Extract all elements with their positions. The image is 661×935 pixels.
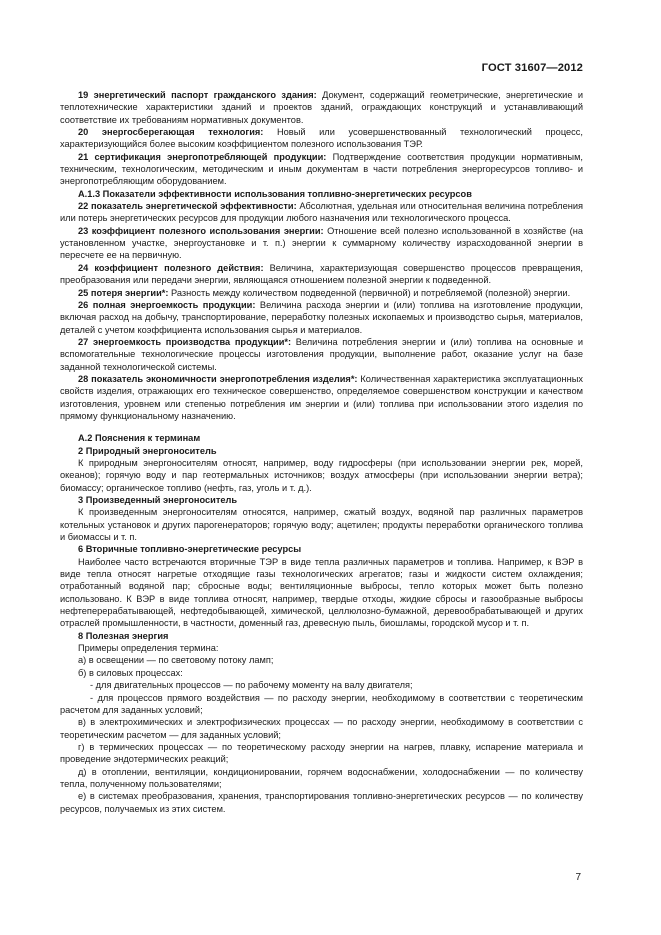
paragraph: [60, 642, 583, 654]
paragraph-text: в) в электрохимических и электрофизических процессах — по расходу энергии, необходимому в соответствии с теоретическим расчетом — для заданных условий;: [60, 717, 583, 740]
paragraph: [60, 667, 583, 679]
paragraph: [60, 630, 583, 642]
paragraph: [60, 89, 583, 126]
paragraph-text: - для процессов прямого воздействия — по расходу энергии, необходимому в соответствии с теоретическим расчетом для заданных условий;: [60, 692, 583, 715]
paragraph-text: Новый или усовершенствованный технологический процесс, характеризующийся более высоким коэффициентом полезного использования ТЭР.: [60, 127, 583, 150]
term-heading: 20 энергосберегающая технология:: [78, 127, 264, 138]
paragraph: [60, 336, 583, 373]
paragraph: [60, 262, 583, 287]
term-heading: 6 Вторичные топливно-энергетические ресурсы: [78, 544, 302, 555]
term-heading: 2 Природный энергоноситель: [78, 445, 217, 456]
paragraph-text: б) в силовых процессах:: [78, 667, 183, 678]
term-heading: 28 показатель экономичности энергопотребления изделия*:: [78, 373, 358, 384]
paragraph: [60, 151, 583, 188]
paragraph-text: Разность между количеством подведенной (первичной) и потребляемой (полезной) энергии.: [168, 287, 571, 298]
paragraph-text: Количественная характеристика эксплуатационных свойств изделия, отражающих его техническое совершенство, определяемое совершенством конструкции и качеством изготовления, уровнем или степенью потребления им энергии и (или) топлива при использовании этого изделия по прямому функциональному назначению.: [60, 373, 583, 421]
paragraph-text: Величина потребления энергии и (или) топлива на основные и вспомогательные технологические процессы изготовления продукции, выполнение работ, оказание услуг на базе заданной технологической системы.: [60, 336, 584, 372]
paragraph-text: Отношение всей полезно использованной в хозяйстве (на установленном участке, энергоустановке и т. п.) энергии к суммарному количеству израсходованной энергии в пересчете ее на первичную.: [60, 225, 584, 261]
paragraph: [60, 126, 583, 151]
paragraph-text: Величина, характеризующая совершенство процессов превращения, преобразования или передачи энергии, являющаяся отношением полезной энергии к подведенной.: [60, 262, 583, 286]
term-heading: 8 Полезная энергия: [78, 630, 169, 641]
paragraph: [60, 299, 583, 336]
paragraph: [60, 543, 583, 555]
paragraph-text: а) в освещении — по световому потоку ламп;: [78, 655, 274, 666]
term-heading: 23 коэффициент полезного использования энергии:: [78, 225, 324, 236]
document-body: [60, 89, 583, 815]
paragraph-text: К природным энергоносителям относят, например, воду гидросферы (при использовании энергии рек, морей, океанов); горячую воду и пар геотермальных источников; воздух атмосферы (при использовании энергии ветра); биомассу; органическое топливо (нефть, газ, уголь и т. д.).: [60, 457, 583, 493]
paragraph: [60, 790, 583, 815]
paragraph: [60, 432, 583, 444]
term-heading: 26 полная энергоемкость продукции:: [78, 299, 256, 310]
paragraph-text: К произведенным энергоносителям относятся, например, сжатый воздух, водяной пар различных параметров котельных установок и других парогенераторов; горячую воду; ацетилен; продукты переработки органического топлива и биомассы и т. п.: [60, 507, 583, 543]
paragraph: [60, 506, 583, 543]
paragraph-text: Подтверждение соответствия продукции нормативным, техническим, технологическим, методическим и иным документам в части потребления энергоресурсов топливо- и энергопотребляющим оборудованием.: [60, 151, 583, 187]
paragraph: [60, 225, 583, 262]
paragraph: [60, 494, 583, 506]
term-heading: 22 показатель энергетической эффективности:: [78, 201, 297, 212]
term-heading: 27 энергоемкость производства продукции*:: [78, 336, 292, 347]
paragraph-text: е) в системах преобразования, хранения, транспортирования топливно-энергетических ресурсов — по количеству ресурсов, получаемых из этих систем.: [60, 791, 583, 814]
paragraph-text: г) в термических процессах — по теоретическому расходу энергии на нагрев, плавку, испарение материала и проведение эндотермических реакций;: [60, 741, 583, 765]
paragraph: [60, 654, 583, 666]
term-heading: 3 Произведенный энергоноситель: [78, 495, 238, 505]
paragraph: [60, 692, 583, 717]
term-heading: 24 коэффициент полезного действия:: [78, 262, 264, 273]
paragraph: [60, 188, 583, 200]
paragraph: [60, 741, 583, 766]
paragraph: [60, 679, 583, 691]
term-heading: А.2 Пояснения к терминам: [78, 433, 201, 444]
paragraph: [60, 556, 583, 630]
term-heading: 19 энергетический паспорт гражданского здания:: [78, 90, 317, 100]
page-number: 7: [575, 872, 581, 883]
paragraph-text: Наиболее часто встречаются вторичные ТЭР в виде тепла различных параметров и топлива. Например, к ВЭР в виде тепла относят нагретые отходящие газы технологических агрегатов; газы и жидкости систем охлаждения; отработанный водяной пар; сбросные воды; вентиляционные выбросы, тепло которых может быть полезно использовано. К ВЭР в виде топлива относят, например, твердые отходы, жидкие сбросы и газообразные выбросы нефтеперерабатывающей, нефтедобывающей, химической, целлюлозно-бумажной, деревообрабатывающей и других отраслей промышленности, в частности, доменный газ, древесную пыль, биошламы, городской мусор и т. п.: [60, 556, 583, 629]
term-heading: 21 сертификация энергопотребляющей продукции:: [78, 151, 327, 162]
paragraph-text: Абсолютная, удельная или относительная величина потребления или потерь энергетических ресурсов для продукции любого назначения или технологического процесса.: [60, 201, 583, 224]
standard-header: ГОСТ 31607—2012: [481, 62, 583, 74]
paragraph-text: Документ, содержащий геометрические, энергетические и теплотехнические характеристики зданий и проектов зданий, ограждающих конструкций и устанавливающий соответствие их требованиям нормативных документов.: [60, 90, 583, 125]
term-heading: А.1.3 Показатели эффективности использования топливно-энергетических ресурсов: [78, 188, 472, 199]
paragraph-text: - для двигательных процессов — по рабочему моменту на валу двигателя;: [90, 680, 413, 691]
paragraph: [60, 445, 583, 457]
paragraph: [60, 287, 583, 299]
term-heading: 25 потеря энергии*:: [78, 287, 169, 298]
paragraph-text: Примеры определения термина:: [78, 643, 219, 654]
paragraph-text: Величина расхода энергии и (или) топлива на изготовление продукции, включая расход на добычу, транспортирование, переработку полезных ископаемых и производство сырья, материалов, деталей с учетом коэффициента использования сырья и материалов.: [60, 299, 583, 335]
paragraph: [60, 373, 583, 422]
paragraph-text: д) в отоплении, вентиляции, кондиционировании, горячем водоснабжении, холодоснабжении — по количеству тепла, полученному пользователями;: [60, 766, 583, 789]
paragraph: [60, 200, 583, 225]
paragraph: [60, 457, 583, 494]
paragraph: [60, 716, 583, 741]
paragraph: [60, 766, 583, 791]
